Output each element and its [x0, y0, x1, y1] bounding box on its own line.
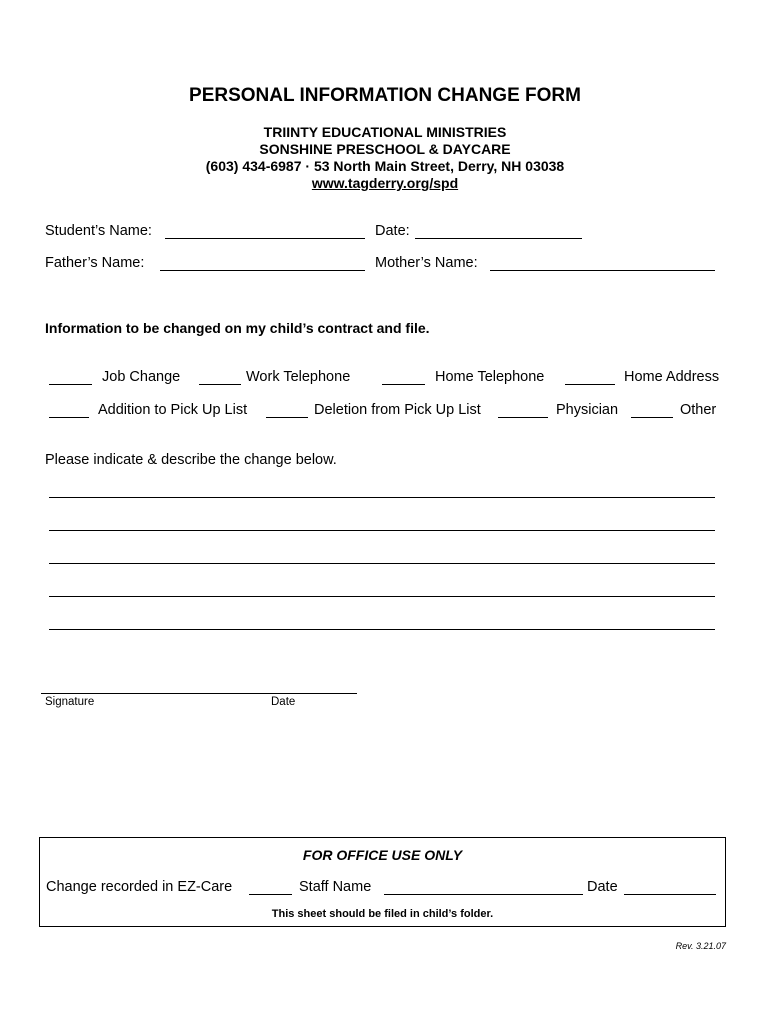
- contact-line: (603) 434-6987 · 53 North Main Street, Derry, NH 03038: [205, 158, 565, 174]
- home-address-blank[interactable]: [565, 384, 615, 385]
- office-date-field[interactable]: [624, 894, 716, 895]
- ez-care-field[interactable]: [249, 894, 292, 895]
- org-name: TRIINTY EDUCATIONAL MINISTRIES: [263, 124, 507, 140]
- father-name-label: Father’s Name:: [45, 255, 145, 271]
- description-line-1[interactable]: [49, 497, 715, 498]
- option-work-telephone: Work Telephone: [246, 369, 351, 385]
- ez-care-label: Change recorded in EZ-Care: [46, 879, 233, 895]
- describe-label: Please indicate & describe the change below.: [45, 452, 337, 468]
- date-field[interactable]: [415, 238, 582, 239]
- student-name-label: Student’s Name:: [45, 223, 152, 239]
- revision-label: Rev. 3.21.07: [675, 941, 726, 951]
- option-home-telephone: Home Telephone: [435, 369, 545, 385]
- staff-name-label: Staff Name: [299, 879, 372, 895]
- option-home-address: Home Address: [624, 369, 720, 385]
- office-date-label: Date: [587, 879, 618, 895]
- work-telephone-blank[interactable]: [199, 384, 241, 385]
- job-change-blank[interactable]: [49, 384, 92, 385]
- signature-label: Signature: [45, 696, 95, 708]
- office-use-box: [39, 837, 726, 927]
- student-name-field[interactable]: [165, 238, 365, 239]
- website-link[interactable]: www.tagderry.org/spd: [311, 175, 459, 191]
- description-line-3[interactable]: [49, 563, 715, 564]
- option-job-change: Job Change: [102, 369, 181, 385]
- physician-blank[interactable]: [498, 417, 548, 418]
- signature-date-label: Date: [271, 696, 296, 708]
- mother-name-label: Mother’s Name:: [375, 255, 478, 271]
- signature-line[interactable]: [41, 693, 357, 694]
- section-heading: Information to be changed on my child’s contract and file.: [45, 320, 430, 336]
- office-use-title: FOR OFFICE USE ONLY: [302, 847, 463, 863]
- description-line-4[interactable]: [49, 596, 715, 597]
- mother-name-field[interactable]: [490, 270, 715, 271]
- date-label: Date:: [375, 223, 410, 239]
- description-line-5[interactable]: [49, 629, 715, 630]
- option-physician: Physician: [556, 402, 619, 418]
- option-addition-pickup: Addition to Pick Up List: [98, 402, 248, 418]
- filing-note: This sheet should be filed in child’s folder.: [271, 908, 494, 920]
- school-name: SONSHINE PRESCHOOL & DAYCARE: [259, 141, 511, 157]
- home-telephone-blank[interactable]: [382, 384, 425, 385]
- option-deletion-pickup: Deletion from Pick Up List: [314, 402, 481, 418]
- option-other: Other: [680, 402, 717, 418]
- addition-pickup-blank[interactable]: [49, 417, 89, 418]
- staff-name-field[interactable]: [384, 894, 583, 895]
- form-title: PERSONAL INFORMATION CHANGE FORM: [189, 85, 581, 106]
- other-blank[interactable]: [631, 417, 673, 418]
- description-line-2[interactable]: [49, 530, 715, 531]
- father-name-field[interactable]: [160, 270, 365, 271]
- deletion-pickup-blank[interactable]: [266, 417, 308, 418]
